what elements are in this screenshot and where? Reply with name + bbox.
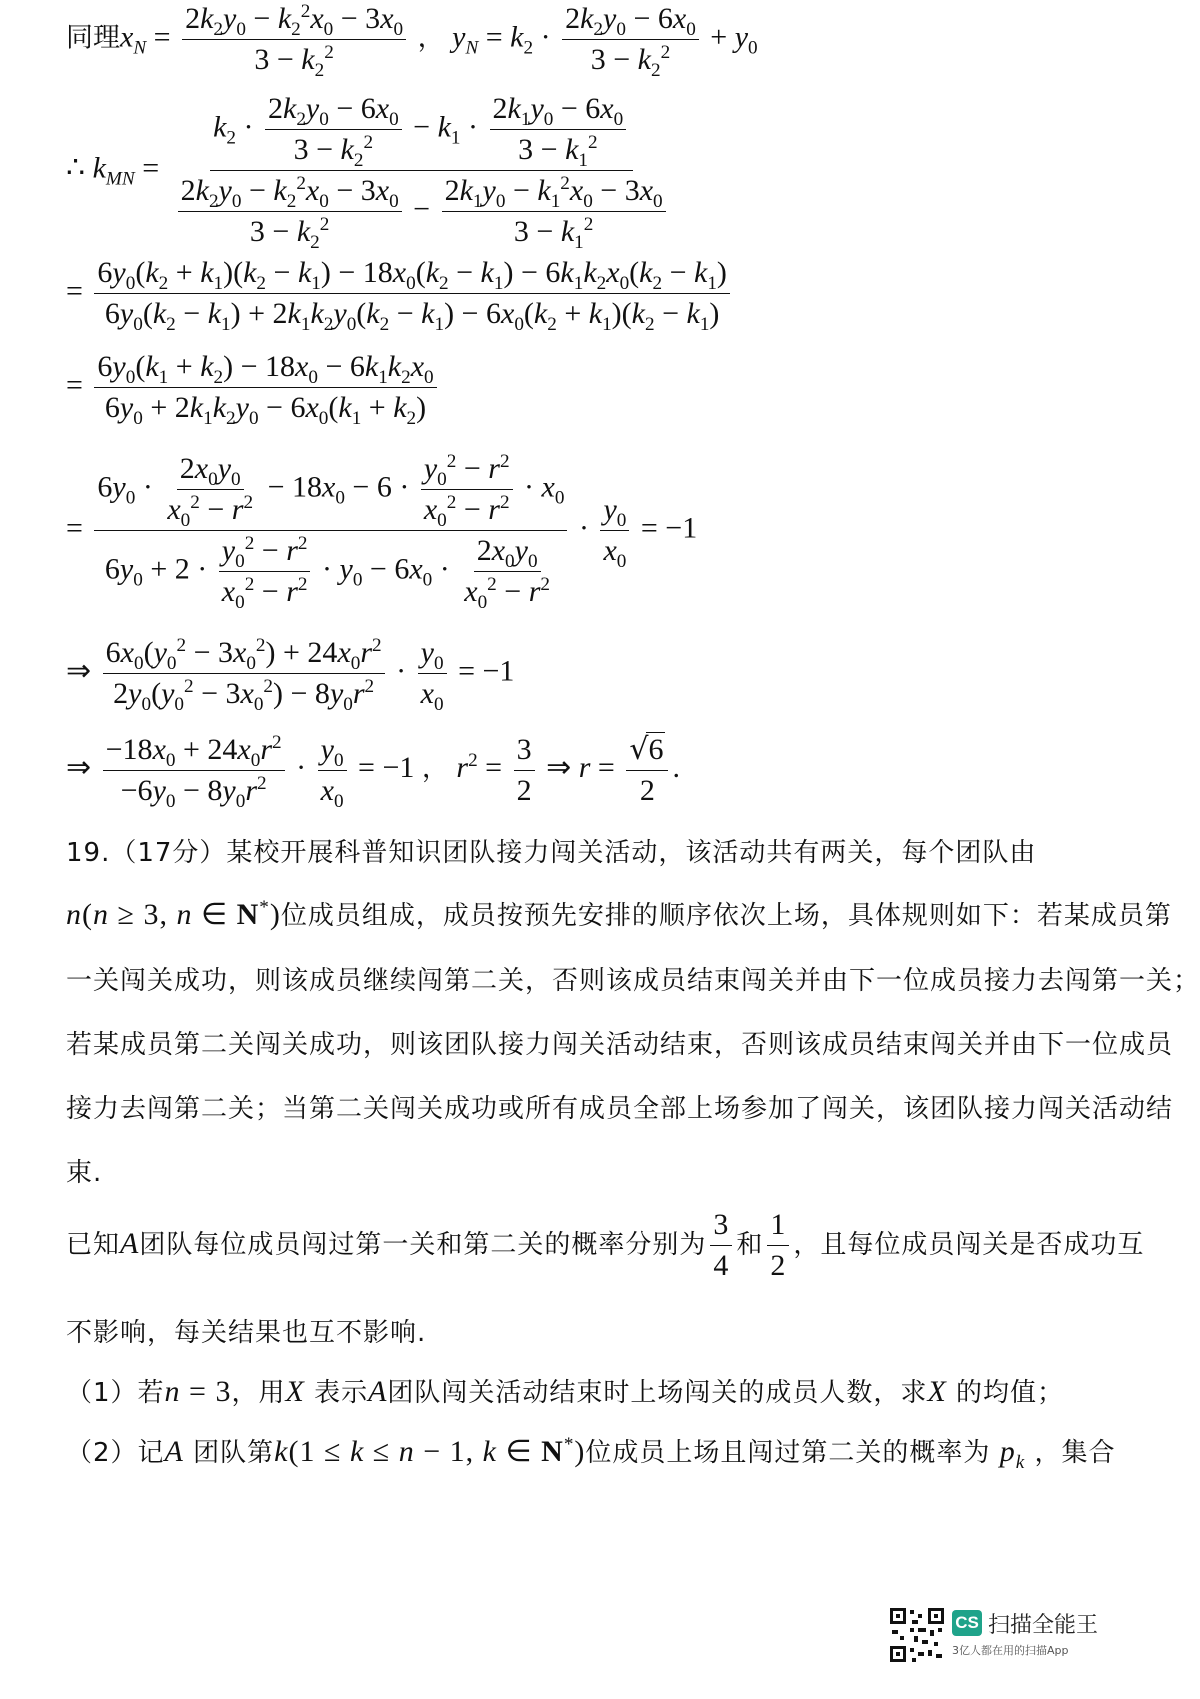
q2-d: ，集合: [1034, 1438, 1116, 1468]
line-kmn: ∴ $k_{MN}$ = $k_2$ · $\frac{2k_2y_0 - 6x_0}{3 - k_2^2}$ − $k_1$ · $\frac{2k_1y_0 - 6x_0}{3 - k_1^2}$ $\frac{2k_2y_0 - k_2^2x_0 - 3x_0}{3 - k_2^2}$ − $\frac{2k_1y_0 - k_1^2x_0 - 3x_0}{3 - k_1^2}$: [66, 92, 677, 249]
camscanner-logo: CS: [952, 1610, 982, 1636]
q19-line-6: 束.: [66, 1158, 103, 1188]
q19-line-7-d: ，且每位成员闯关是否成功互: [793, 1230, 1145, 1260]
text-comma: ，: [417, 22, 445, 54]
q19-line-4: 若某成员第二关闯关成功，则该团队接力闯关活动结束，否则该成员结束闯关并由下一位成员: [66, 1030, 1174, 1060]
line-expand-2: = $\frac{6y_0(k_1 + k_2) - 18x_0 - 6k_1k_2x_0}{6y_0 + 2k_1k_2y_0 - 6x_0(k_1 + k_2)}$: [66, 350, 441, 425]
line-substitute: = $6y_0$ · $\frac{2x_0y_0}{x_0^2 - r^2}$ − $18x_0 - 6$ · $\frac{y_0^2 - r^2}{x_0^2 - r^2}$ · $x_0$ $6y_0 + 2$ · $\frac{y_0^2 - r^2}{x_0^2 - r^2}$ · $y_0 - 6x_0$ · $\frac{2x_0y_0}{x_0^2 - r^2}$ · $\frac{y_0}{x_0}$ = −1: [66, 451, 698, 613]
text-tongli: 同理: [66, 22, 120, 54]
q2-b: 团队第: [193, 1438, 275, 1468]
q19-line-1: 19.（17分）某校开展科普知识团队接力闯关活动，该活动共有两关，每个团队由: [66, 838, 1037, 868]
q19-line-7-a: 已知: [66, 1230, 121, 1260]
q19-line-2: n(n ≥ 3, n ∈ N*)位成员组成，成员按预先安排的顺序依次上场，具体规则如下：若某成员第: [66, 897, 1172, 931]
q19-line-2-text: 位成员组成，成员按预先安排的顺序依次上场，具体规则如下：若某成员第: [280, 901, 1172, 931]
q1-d: 团队闯关活动结束时上场闯关的成员人数，求: [387, 1378, 928, 1408]
line-expand-1: = $\frac{6y_0(k_2 + k_1)(k_2 - k_1) - 18x_0(k_2 - k_1) - 6k_1k_2x_0(k_2 - k_1)}{6y_0(k_2 - k_1) + 2k_1k_2y_0(k_2 - k_1) - 6x_0(k_2 + k_1)(k_2 - k_1)}$: [66, 256, 734, 331]
brand-tagline: 3亿人都在用的扫描App: [952, 1644, 1069, 1657]
line-implies-2: ⇒ $\frac{-18x_0 + 24x_0r^2}{-6y_0 - 8y_0r^2}$ · $\frac{y_0}{x_0}$ = −1 ， $r^2$ = $\frac{3}{2}$ ⇒ r = $\frac{√6}{2}$ .: [66, 731, 680, 812]
q1-b: ，用: [231, 1378, 286, 1408]
q2-c: 位成员上场且闯过第二关的概率为: [585, 1438, 991, 1468]
text-comma-2: ，: [421, 752, 449, 784]
line-implies-1: ⇒ $\frac{6x_0(y_0^2 - 3x_0^2) + 24x_0r^2}{2y_0(y_0^2 - 3x_0^2) - 8y_0r^2}$ · $\frac{y_0}{x_0}$ = −1: [66, 635, 515, 715]
brand-name: 扫描全能王: [988, 1613, 1099, 1638]
q19-part-1: （1）若n = 3，用X 表示A团队闯关活动结束时上场闯关的成员人数，求X 的均值；: [66, 1375, 1065, 1408]
q1-a: （1）若: [66, 1378, 165, 1408]
q19-line-5: 接力去闯第二关；当第二关闯关成功或所有成员全部上场参加了闯关，该团队接力闯关活动结: [66, 1094, 1174, 1124]
q19-part-2: （2）记A 团队第k(1 ≤ k ≤ n − 1, k ∈ N*)位成员上场且闯过第二关的概率为 $p_k$ ，集合: [66, 1434, 1116, 1473]
q1-e: 的均值；: [956, 1378, 1065, 1408]
q19-line-7-b: 团队每位成员闯过第一关和第二关的概率分别为: [139, 1230, 707, 1260]
q2-a: （2）记: [66, 1438, 165, 1468]
line-xn-yn: 同理$x_N$ = $\frac{2k_2y_0 - k_2^2x_0 - 3x_0}{3 - k_2^2}$ ， $y_N = k_2$ · $\frac{2k_2y_0 - 6x_0}{3 - k_2^2}$ + $y_0$: [66, 1, 758, 81]
q19-line-7-c: 和: [736, 1230, 764, 1260]
q19-line-3: 一关闯关成功，则该成员继续闯第二关，否则该成员结束闯关并由下一位成员接力去闯第一关；: [66, 966, 1200, 996]
q19-line-8: 不影响，每关结果也互不影响.: [66, 1318, 427, 1348]
q1-c: 表示: [314, 1378, 369, 1408]
qr-code-icon: [888, 1606, 946, 1664]
scanner-watermark: [888, 1606, 1178, 1676]
q19-line-7: 已知A团队每位成员闯过第一关和第二关的概率分别为 $\frac{3}{4}$ 和 $\frac{1}{2}$ ，且每位成员闯关是否成功互: [66, 1208, 1145, 1282]
